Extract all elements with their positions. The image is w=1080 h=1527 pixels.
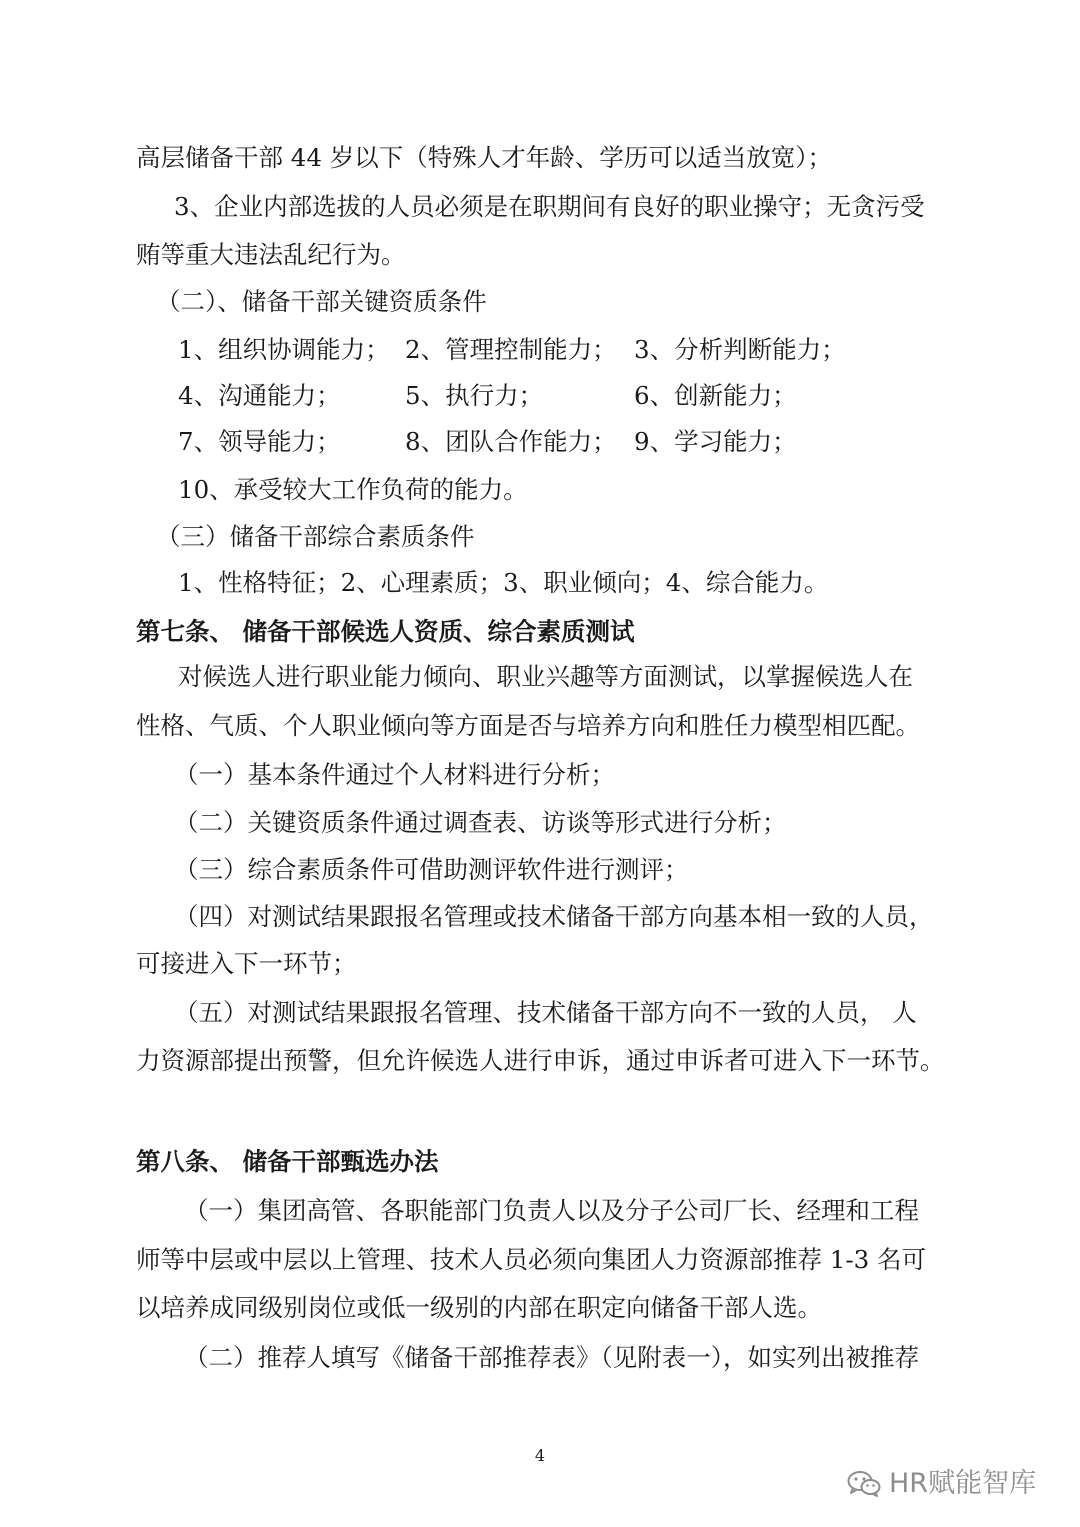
body-line: 师等中层或中层以上管理、技术人员必须向集团人力资源部推荐 1-3 名可 (136, 1245, 927, 1274)
ability-item: 8、团队合作能力； (405, 427, 617, 456)
body-line: 力资源部提出预警，但允许候选人进行申诉，通过申诉者可进入下一环节。 (136, 1046, 945, 1075)
page-number: 4 (534, 1446, 546, 1465)
ability-item: 2、管理控制能力； (405, 335, 617, 364)
body-line: （三）综合素质条件可借助测评软件进行测评； (174, 855, 689, 884)
body-line: 高层储备干部 44 岁以下（特殊人才年龄、学历可以适当放宽）； (136, 143, 832, 172)
body-line: （二）关键资质条件通过调查表、访谈等形式进行分析； (174, 808, 787, 837)
body-line: （一）基本条件通过个人材料进行分析； (174, 760, 615, 789)
ability-item: 6、创新能力； (634, 381, 797, 410)
body-line: （二）推荐人填写《储备干部推荐表》（见附表一），如实列出被推荐 (184, 1343, 919, 1372)
watermark (847, 1467, 1036, 1501)
body-line: 性格、气质、个人职业倾向等方面是否与培养方向和胜任力模型相匹配。 (136, 711, 920, 740)
article-7-heading: 第七条、 储备干部候选人资质、综合素质测试 (136, 617, 635, 646)
ability-item: 1、组织协调能力； (178, 335, 390, 364)
ability-item: 7、领导能力； (178, 427, 341, 456)
section-heading-2: （二）、储备干部关键资质条件 (156, 287, 487, 316)
ability-item: 10、承受较大工作负荷的能力。 (178, 475, 528, 504)
body-line: 贿等重大违法乱纪行为。 (136, 240, 406, 269)
ability-item: 9、学习能力； (634, 427, 797, 456)
ability-item: 4、沟通能力； (178, 381, 341, 410)
body-line: 1、性格特征；2、心理素质；3、职业倾向；4、综合能力。 (178, 568, 829, 597)
watermark-text: HR赋能智库 (889, 1468, 1037, 1499)
section-heading-3: （三）储备干部综合素质条件 (156, 522, 475, 551)
body-line: 3、企业内部选拔的人员必须是在职期间有良好的职业操守；无贪污受 (174, 192, 925, 221)
body-line: （五）对测试结果跟报名管理、技术储备干部方向不一致的人员， 人 (174, 998, 917, 1027)
body-line: （一）集团高管、各职能部门负责人以及分子公司厂长、经理和工程 (184, 1196, 919, 1225)
wechat-icon (847, 1470, 881, 1498)
body-line: 以培养成同级别岗位或低一级别的内部在职定向储备干部人选。 (136, 1293, 822, 1322)
body-line: 对候选人进行职业能力倾向、职业兴趣等方面测试，以掌握候选人在 (178, 662, 913, 691)
ability-item: 5、执行力； (405, 381, 544, 410)
body-line: 可接进入下一环节； (136, 949, 357, 978)
body-line: （四）对测试结果跟报名管理或技术储备干部方向基本相一致的人员， (174, 902, 934, 931)
article-8-heading: 第八条、 储备干部甄选办法 (136, 1147, 439, 1176)
ability-item: 3、分析判断能力； (634, 335, 846, 364)
